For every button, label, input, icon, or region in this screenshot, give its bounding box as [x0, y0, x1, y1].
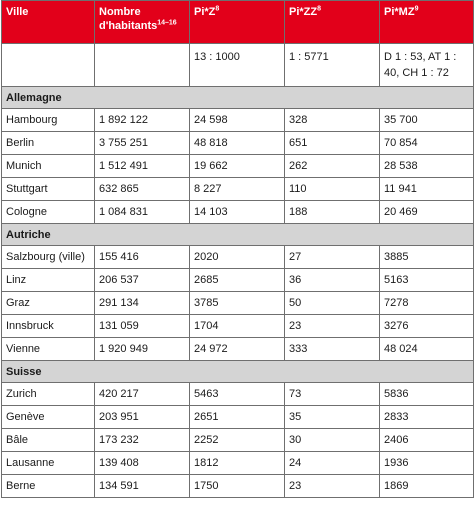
cell-pizz: 36: [285, 269, 380, 292]
cell-habitants: 173 232: [95, 429, 190, 452]
header-habitants: Nombre d'habitants$^{14-16}$: [95, 1, 190, 44]
group-title: Suisse: [2, 361, 474, 383]
cell-piz: 2651: [190, 406, 285, 429]
cell-pimz: 1869: [380, 475, 474, 498]
cell-habitants: 1 084 831: [95, 201, 190, 224]
cell-habitants: 291 134: [95, 292, 190, 315]
cell-piz: 1750: [190, 475, 285, 498]
cell-habitants: 203 951: [95, 406, 190, 429]
cell-pimz: 3885: [380, 246, 474, 269]
cell-piz: 14 103: [190, 201, 285, 224]
cell-ville: Berne: [2, 475, 95, 498]
table-row: [2, 315, 474, 338]
cell-ville: Salzbourg (ville): [2, 246, 95, 269]
cell-pimz: 35 700: [380, 109, 474, 132]
cell-piz: 24 972: [190, 338, 285, 361]
header-pimz: $Pi*MZ^9$: [380, 1, 474, 44]
cell-piz: 8 227: [190, 178, 285, 201]
cell-habitants: 155 416: [95, 246, 190, 269]
cell-pimz: 11 941: [380, 178, 474, 201]
cell-pizz: 24: [285, 452, 380, 475]
scale-pizz: 1 : 5771: [285, 44, 380, 87]
cell-piz: 2252: [190, 429, 285, 452]
cell-ville: Lausanne: [2, 452, 95, 475]
cell-pimz: 7278: [380, 292, 474, 315]
cell-pimz: 3276: [380, 315, 474, 338]
cell-habitants: 3 755 251: [95, 132, 190, 155]
group-row: [2, 87, 474, 109]
cell-ville: Bâle: [2, 429, 95, 452]
cell-pizz: 328: [285, 109, 380, 132]
cell-ville: Innsbruck: [2, 315, 95, 338]
cell-pizz: 188: [285, 201, 380, 224]
cell-pizz: 23: [285, 315, 380, 338]
cell-ville: Zurich: [2, 383, 95, 406]
cell-pizz: 23: [285, 475, 380, 498]
cell-piz: 1704: [190, 315, 285, 338]
cell-piz: 3785: [190, 292, 285, 315]
cell-habitants: 632 865: [95, 178, 190, 201]
cell-pizz: 262: [285, 155, 380, 178]
cell-habitants: 1 920 949: [95, 338, 190, 361]
cell-ville: Cologne: [2, 201, 95, 224]
cell-habitants: 131 059: [95, 315, 190, 338]
cell-habitants: 139 408: [95, 452, 190, 475]
cell-ville: Munich: [2, 155, 95, 178]
cell-piz: 19 662: [190, 155, 285, 178]
cell-pimz: 2406: [380, 429, 474, 452]
cell-piz: 5463: [190, 383, 285, 406]
cell-ville: Linz: [2, 269, 95, 292]
cell-habitants: 206 537: [95, 269, 190, 292]
cell-ville: Vienne: [2, 338, 95, 361]
cell-pizz: 27: [285, 246, 380, 269]
cell-pimz: 2833: [380, 406, 474, 429]
table-row: [2, 383, 474, 406]
table-row: [2, 201, 474, 224]
group-title: Allemagne: [2, 87, 474, 109]
cell-ville: Hambourg: [2, 109, 95, 132]
cell-ville: Berlin: [2, 132, 95, 155]
group-row: [2, 224, 474, 246]
table-row: [2, 178, 474, 201]
cell-ville: Graz: [2, 292, 95, 315]
cell-pizz: 333: [285, 338, 380, 361]
header-row: [2, 1, 474, 44]
table-row: [2, 338, 474, 361]
cell-habitants: 1 512 491: [95, 155, 190, 178]
table-row: [2, 246, 474, 269]
cell-piz: 2685: [190, 269, 285, 292]
cell-pimz: 1936: [380, 452, 474, 475]
cell-pimz: 5836: [380, 383, 474, 406]
cell-piz: 1812: [190, 452, 285, 475]
scale-habitants: [95, 44, 190, 87]
table-row: [2, 109, 474, 132]
cell-pizz: 651: [285, 132, 380, 155]
cell-pimz: 70 854: [380, 132, 474, 155]
scale-piz: 13 : 1000: [190, 44, 285, 87]
cell-habitants: 134 591: [95, 475, 190, 498]
cell-pizz: 35: [285, 406, 380, 429]
cell-piz: 48 818: [190, 132, 285, 155]
group-title: Autriche: [2, 224, 474, 246]
cell-pimz: 20 469: [380, 201, 474, 224]
table-row: [2, 429, 474, 452]
population-table: [1, 0, 474, 498]
group-row: [2, 361, 474, 383]
table-row: [2, 406, 474, 429]
cell-pimz: 5163: [380, 269, 474, 292]
cell-pimz: 28 538: [380, 155, 474, 178]
table-row: [2, 132, 474, 155]
cell-piz: 24 598: [190, 109, 285, 132]
table-row: [2, 269, 474, 292]
cell-pimz: 48 024: [380, 338, 474, 361]
cell-pizz: 30: [285, 429, 380, 452]
header-ville: Ville: [2, 1, 95, 44]
cell-habitants: 420 217: [95, 383, 190, 406]
cell-pizz: 73: [285, 383, 380, 406]
header-piz: $Pi*Z^8$: [190, 1, 285, 44]
cell-ville: Genève: [2, 406, 95, 429]
cell-ville: Stuttgart: [2, 178, 95, 201]
scale-ville: [2, 44, 95, 87]
table-row: [2, 292, 474, 315]
cell-pizz: 110: [285, 178, 380, 201]
cell-piz: 2020: [190, 246, 285, 269]
scale-row: [2, 44, 474, 87]
cell-habitants: 1 892 122: [95, 109, 190, 132]
cell-pizz: 50: [285, 292, 380, 315]
header-pizz: $Pi*ZZ^8$: [285, 1, 380, 44]
table-row: [2, 155, 474, 178]
table-row: [2, 452, 474, 475]
table-row: [2, 475, 474, 498]
scale-pimz: D 1 : 53, AT 1 : 40, CH 1 : 72: [380, 44, 474, 87]
